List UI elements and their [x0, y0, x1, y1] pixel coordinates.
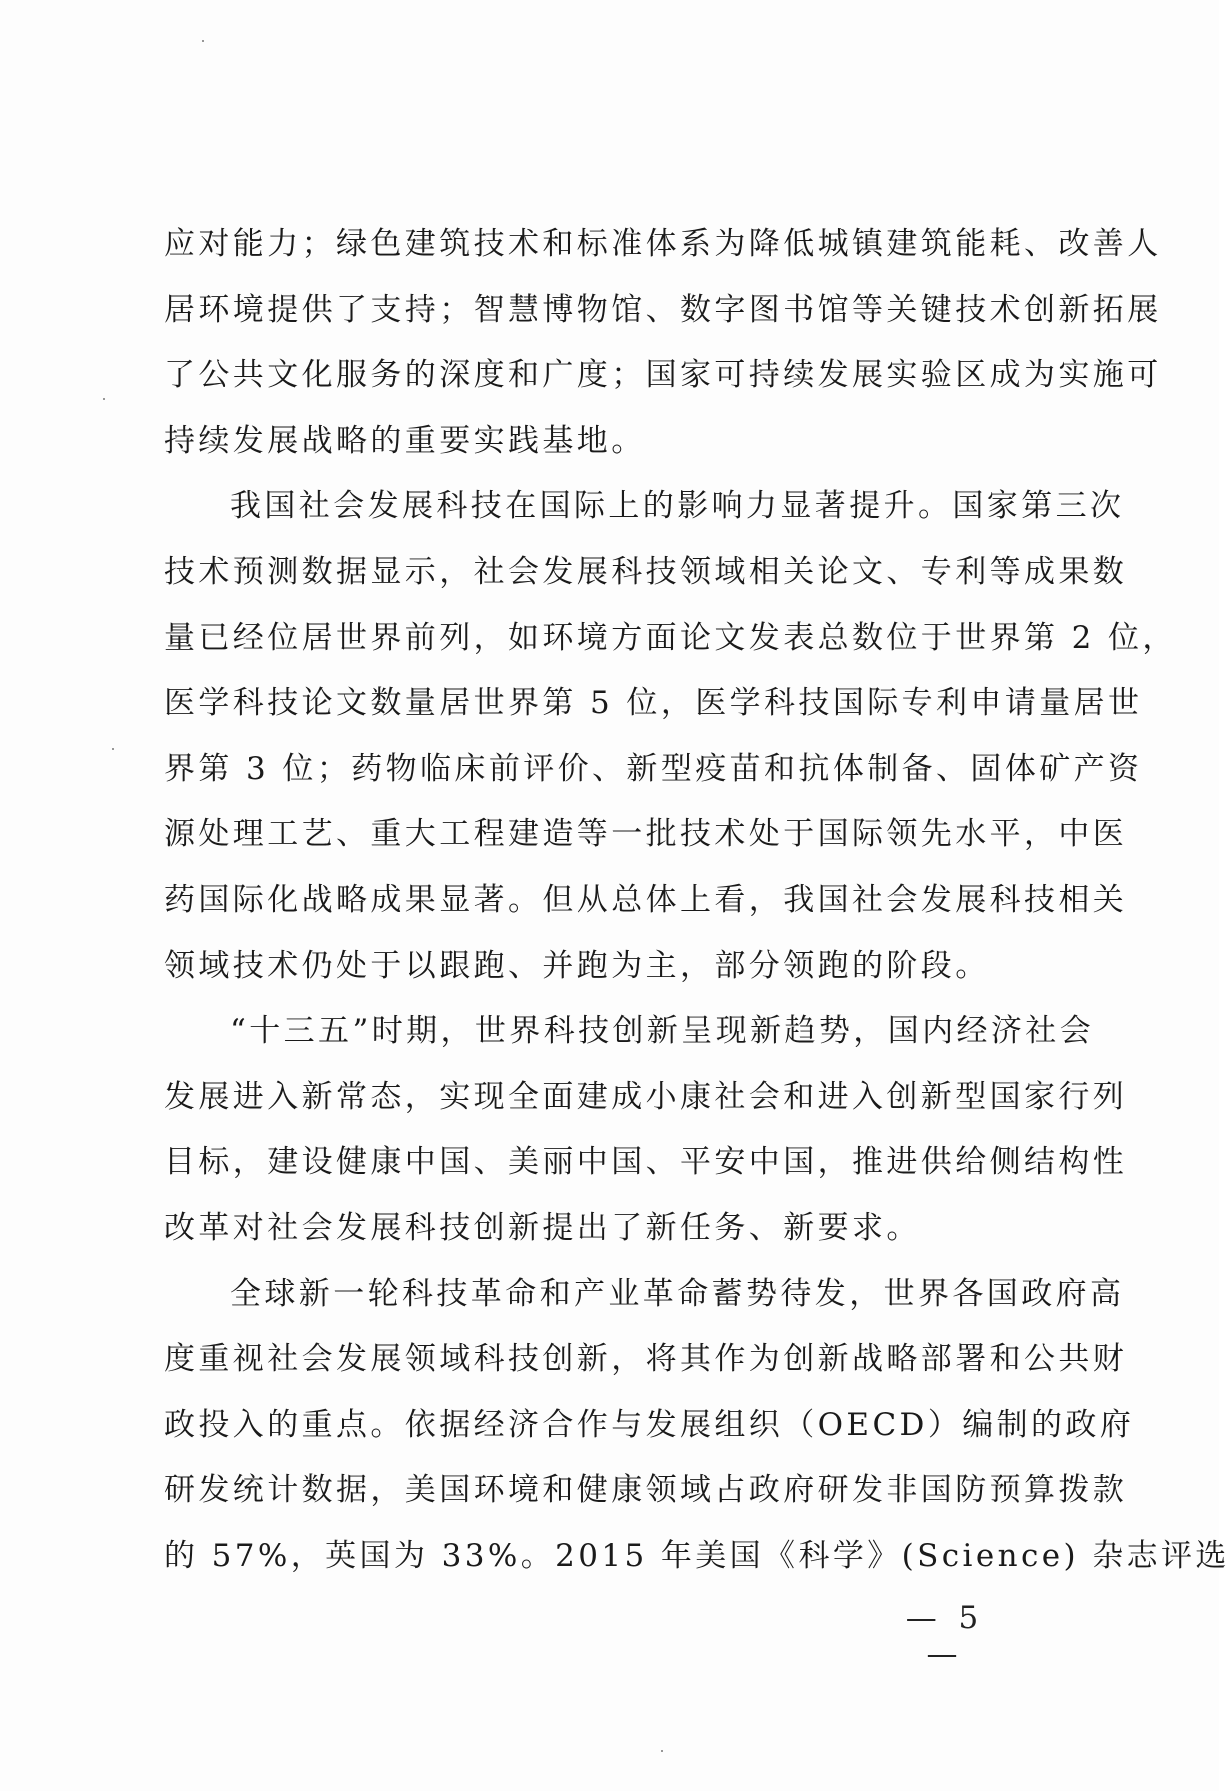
- text-line: “十三五”时期，世界科技创新呈现新趋势，国内经济社会: [230, 1013, 1095, 1050]
- text-line: 居环境提供了支持；智慧博物馆、数字图书馆等关键技术创新拓展: [164, 291, 1162, 328]
- text-line: 医学科技论文数量居世界第 5 位，医学科技国际专利申请量居世: [164, 685, 1143, 722]
- scan-speck: [103, 398, 105, 400]
- text-line: 源处理工艺、重大工程建造等一批技术处于国际领先水平，中医: [164, 816, 1128, 853]
- text-line: 目标，建设健康中国、美丽中国、平安中国，推进供给侧结构性: [164, 1144, 1128, 1181]
- text-line: 政投入的重点。依据经济合作与发展组织（OECD）编制的政府: [164, 1406, 1135, 1443]
- text-line: 药国际化战略成果显著。但从总体上看，我国社会发展科技相关: [164, 881, 1128, 918]
- text-line: 应对能力；绿色建筑技术和标准体系为降低城镇建筑能耗、改善人: [164, 226, 1162, 262]
- text-line: 技术预测数据显示，社会发展科技领域相关论文、专利等成果数: [164, 553, 1128, 590]
- text-line: 的 57%，英国为 33%。2015 年美国《科学》(Science) 杂志评选: [164, 1537, 1230, 1574]
- scan-speck: [661, 1750, 663, 1752]
- text-line: 发展进入新常态，实现全面建成小康社会和进入创新型国家行列: [164, 1078, 1128, 1115]
- scan-speck: [202, 40, 204, 42]
- text-line: 改革对社会发展科技创新提出了新任务、新要求。: [164, 1209, 921, 1246]
- text-line: 领域技术仍处于以跟跑、并跑为主，部分领跑的阶段。: [164, 947, 990, 984]
- text-line: 量已经位居世界前列，如环境方面论文发表总数位于世界第 2 位，: [164, 619, 1177, 656]
- text-line: 研发统计数据，美国环境和健康领域占政府研发非国防预算拨款: [164, 1472, 1128, 1509]
- text-line: 持续发展战略的重要实践基地。: [164, 422, 646, 459]
- text-line: 了公共文化服务的深度和广度；国家可持续发展实验区成为实施可: [164, 357, 1162, 394]
- text-line: 我国社会发展科技在国际上的影响力显著提升。国家第三次: [230, 488, 1125, 525]
- page-number: — 5 —: [905, 1600, 985, 1672]
- text-line: 全球新一轮科技革命和产业革命蓄势待发，世界各国政府高: [230, 1275, 1125, 1312]
- text-line: 界第 3 位；药物临床前评价、新型疫苗和抗体制备、固体矿产资: [164, 750, 1143, 787]
- text-line: 度重视社会发展领域科技创新，将其作为创新战略部署和公共财: [164, 1341, 1128, 1378]
- body-text: [164, 212, 1230, 1589]
- scan-speck: [112, 748, 114, 750]
